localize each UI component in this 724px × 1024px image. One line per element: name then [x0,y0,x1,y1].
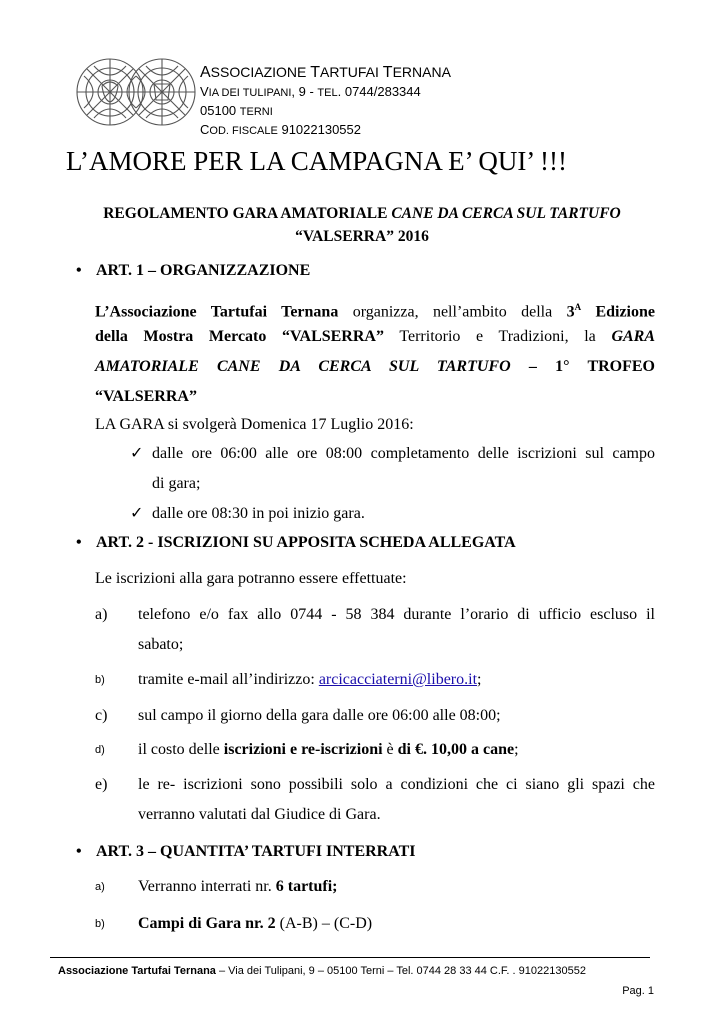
footer-text: Associazione Tartufai Ternana – Via dei Tulipani, 9 – 05100 Terni – Tel. 0744 28 33 44 C.F. . 91022130552 [58,965,586,977]
art1-check-item-2: ✓ dalle ore 08:30 in poi inizio gara. [130,499,655,529]
art3-item-b: b) Campi di Gara nr. 2 (A-B) – (C-D) [95,915,373,932]
art2-item-d: d) il costo delle iscrizioni e re-iscrizioni è di €. 10,00 a cane; [95,741,519,758]
art1-paragraph-line2: della Mostra Mercato “VALSERRA” Territorio e Tradizioni, la GARA [95,328,656,345]
check-mark-icon: ✓ [130,445,144,462]
art1-heading: • ART. 1 – ORGANIZZAZIONE [76,262,311,279]
art1-date-line: LA GARA si svolgerà Domenica 17 Luglio 2016: [95,416,414,433]
footer-divider [50,957,650,958]
art1-paragraph-line1: L’Associazione Tartufai Ternana organizza, nell’ambito della $3^A$ Edizione [95,302,655,321]
organization-city: 05100 TERNI [200,103,273,118]
art3-item-a: a) Verranno interrati nr. 6 tartufi; [95,878,338,895]
organization-tax-code: COD. FISCALE 91022130552 [200,122,362,137]
page-number: Pag. 1 [622,985,654,997]
bullet-icon: • [76,262,82,279]
email-link[interactable]: arcicacciaterni@libero.it [318,671,478,688]
association-logo [72,54,200,130]
document-title: REGOLAMENTO GARA AMATORIALE CANE DA CERCA SUL TARTUFO “VALSERRA” 2016 [103,205,621,245]
art2-item-a: a) telefono e/o fax allo 0744 - 58 384 durante l’orario di ufficio escluso il sabato; [95,606,655,653]
organization-name: ASSOCIAZIONE TARTUFAI TERNANA [200,64,451,81]
art3-heading: • ART. 3 – QUANTITA’ TARTUFI INTERRATI [76,843,416,860]
art2-item-c: c) sul campo il giorno della gara dalle ore 06:00 alle 08:00; [95,707,501,724]
art2-heading: • ART. 2 - ISCRIZIONI SU APPOSITA SCHEDA ALLEGATA [76,534,516,551]
organization-address: VIA DEI TULIPANI, 9 - TEL. 0744/283344 [200,84,421,99]
art2-intro: Le iscrizioni alla gara potranno essere effettuate: [95,570,407,587]
art2-item-e: e) le re- iscrizioni sono possibili solo a condizioni che ci siano gli spazi che verranno valutati dal Giudice di Gara. [95,776,655,823]
check-mark-icon: ✓ [130,505,144,522]
art1-check-item-1: ✓ dalle ore 06:00 alle ore 08:00 completamento delle iscrizioni sul campo di gara; [130,439,655,499]
bullet-icon: • [76,534,82,551]
art1-paragraph-line4: “VALSERRA” [95,388,197,405]
slogan-heading: L’AMORE PER LA CAMPAGNA E’ QUI’ !!! [66,146,568,176]
organization-header [200,62,451,140]
bullet-icon: • [76,843,82,860]
art2-item-b: b) tramite e-mail all’indirizzo: arcicacciaterni@libero.it; [95,671,482,688]
art1-paragraph-line3: AMATORIALE CANE DA CERCA SUL TARTUFO – 1° TROFEO [95,358,656,375]
